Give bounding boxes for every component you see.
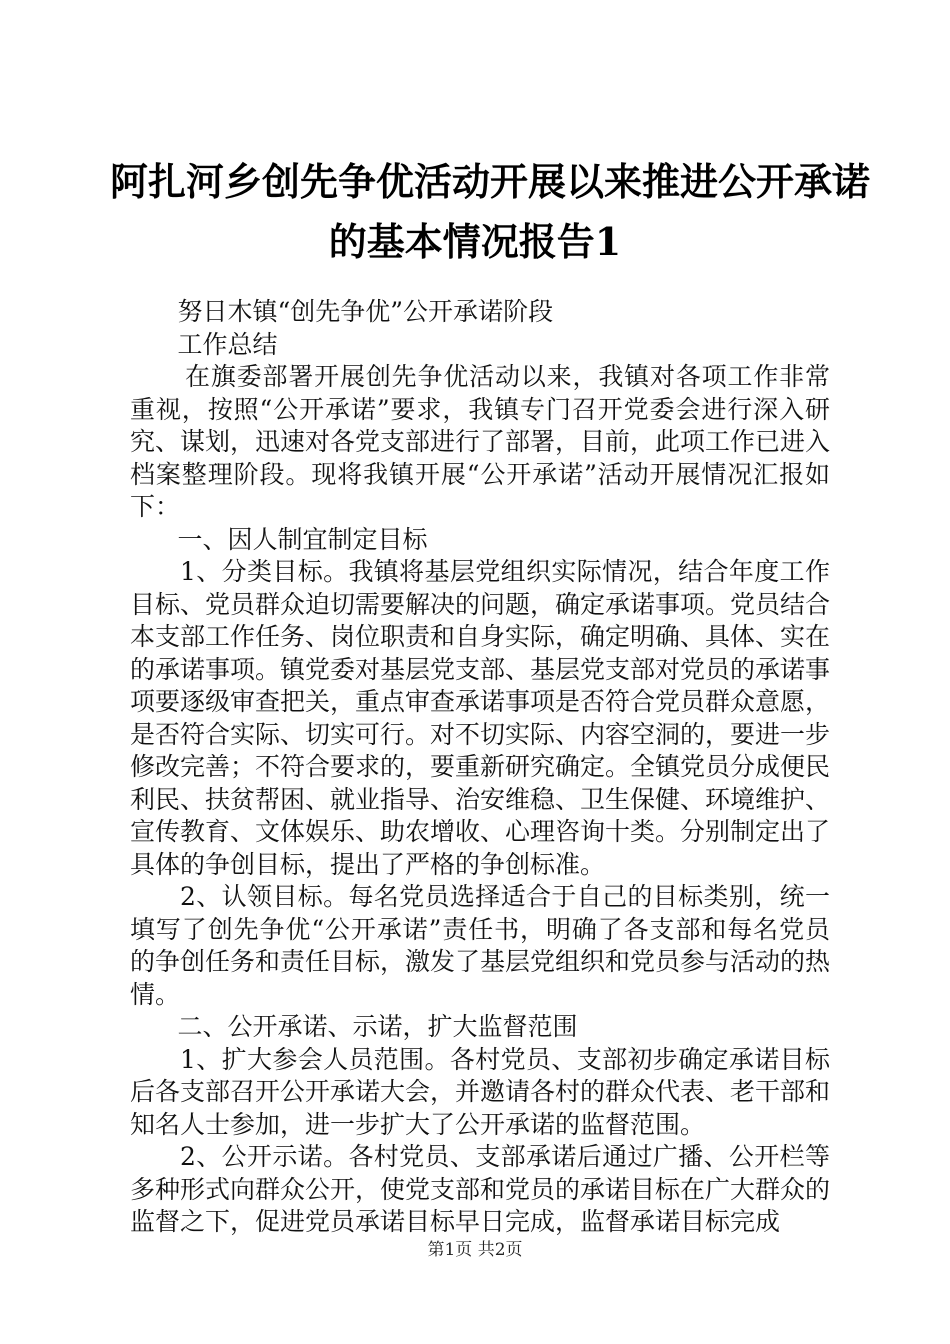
section-heading-2: 二、公开承诺、示诺，扩大监督范围 [177,1012,578,1041]
paragraph-intro: 在旗委部署开展创先争优活动以来，我镇对各项工作非常重视，按照“公开承诺”要求，我镇专门召开党委会进行深入研究、谋划，迅速对各党支部进行了部署，目前，此项工作已进入档案整理阶段。现将我镇开展“公开承诺”活动开展情况汇报如下： [130,362,831,521]
document-body [130,296,830,1239]
paragraph-classify-goals: 1、分类目标。我镇将基层党组织实际情况，结合年度工作目标、党员群众迫切需要解决的问题，确定承诺事项。党员结合本支部工作任务、岗位职责和自身实际，确定明确、具体、实在的承诺事项。镇党委对基层党支部、基层党支部对党员的承诺事项要逐级审查把关，重点审查承诺事项是否符合党员群众意愿，是否符合实际、切实可行。对不切实际、内容空洞的，要进一步修改完善；不符合要求的，要重新研究确定。全镇党员分成便民利民、扶贫帮困、就业指导、治安维稳、卫生保健、环境维护、宣传教育、文体娱乐、助农增收、心理咨询十类。分别制定出了具体的争创目标，提出了严格的争创标准。 [130,557,831,879]
document-title-line-1: 阿扎河乡创先争优活动开展以来推进公开承诺 [110,159,871,204]
paragraph-claim-goals: 2、认领目标。每名党员选择适合于自己的目标类别，统一填写了创先争优“公开承诺”责任书，明确了各支部和每名党员的争创任务和责任目标，激发了基层党组织和党员参与活动的热情。 [130,882,831,1009]
page-footer: 第1页 共2页 [427,1240,523,1260]
document-title-line-2: 的基本情况报告1 [328,219,622,264]
subtitle-line-2: 工作总结 [177,329,278,359]
subtitle-line-1: 努日木镇“创先争优”公开承诺阶段 [177,297,554,326]
section-heading-1: 一、因人制宜制定目标 [177,524,428,554]
paragraph-expand-attendance: 1、扩大参会人员范围。各村党员、支部初步确定承诺目标后各支部召开公开承诺大会，并邀请各村的群众代表、老干部和知名人士参加，进一步扩大了公开承诺的监督范围。 [130,1044,831,1139]
paragraph-public-display: 2、公开示诺。各村党员、支部承诺后通过广播、公开栏等多种形式向群众公开，使党支部和党员的承诺目标在广大群众的监督之下，促进党员承诺目标早日完成，监督承诺目标完成 [130,1142,831,1236]
